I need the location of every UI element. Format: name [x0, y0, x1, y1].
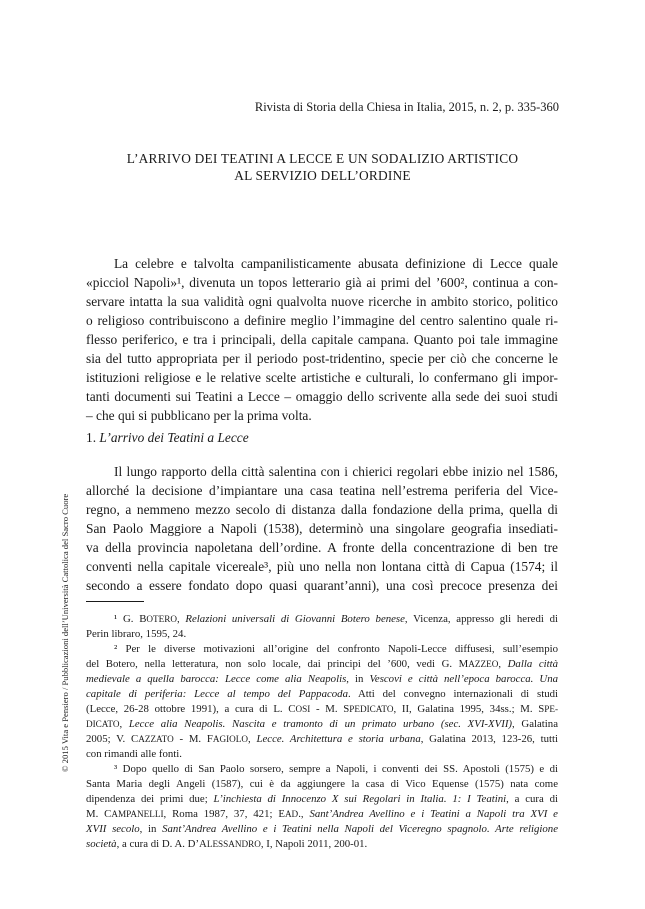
text-line: va della provincia napoletana dell’ordine. A fronte della concentrazione di ben tre	[86, 540, 558, 555]
footnote-2-line: ² Per le diverse motivazioni all’origine del confronto Napoli-Lecce diffusesi, sull’esempio	[114, 643, 558, 655]
text-line: allorché la decisione d’impiantare una casa teatina nell’estrema periferia del Vice-	[86, 483, 558, 498]
footnote-2-line: (Lecce, 26-28 ottobre 1991), a cura di L. COSI - M. SPEDICATO, II, Galatina 1995, 34ss.; M. SPE-	[86, 703, 559, 715]
text-line: secondo a essere fondato dopo quasi quarant’anni), una così precoce presenza dei	[86, 578, 558, 593]
footnote-1-line: Perin libraro, 1595, 24.	[86, 628, 187, 640]
section-paragraph	[86, 462, 558, 595]
footnote-3-line: ³ Dopo quello di San Paolo sorsero, sempre a Napoli, i conventi dei SS. Apostoli (1575) e di	[114, 763, 558, 775]
section-number: 1.	[86, 430, 97, 445]
text-line: La celebre e talvolta campanilisticamente abusata definizione di Lecce quale	[114, 256, 558, 271]
footnotes	[86, 612, 558, 852]
text-line: tanti documenti sui Teatini a Lecce – omaggio dello scrivente alla sede dei suoi studi	[86, 389, 558, 404]
section-title: L’arrivo dei Teatini a Lecce	[99, 430, 249, 445]
text-line: flesso periferico, e tra i principali, della capitale campana. Quanto poi tale immagine	[86, 332, 558, 347]
text-line: sia del tutto appropriata per il periodo post-tridentino, specie per ciò che concerne le	[86, 351, 558, 366]
text-line: San Paolo Maggiore a Napoli (1538), determinò una singolare geografia insediati-	[86, 521, 558, 536]
section-heading	[86, 430, 249, 446]
footnote-1-line: ¹ G. BOTERO, Relazioni universali di Giovanni Botero benese, Vicenza, appresso gli heredi di	[114, 613, 558, 625]
footnote-2-line: capitale di periferia: Lecce al tempo del Pappacoda. Atti del convegno internazionali di studi	[86, 688, 558, 700]
footnote-3-line: M. CAMPANELLI, Roma 1987, 37, 421; EAD., Sant’Andrea Avellino e i Teatini a Napoli tra XVI e	[86, 808, 558, 820]
text-line: istituzioni religiose e le relative scelte artistiche e culturali, lo confermano gli impor-	[86, 370, 558, 385]
journal-citation: Rivista di Storia della Chiesa in Italia, 2015, n. 2, p. 335-360	[254, 100, 559, 114]
footnote-2-line: con rimandi alle fonti.	[86, 748, 182, 760]
footnote-2-line: del Botero, nella letteratura, non solo locale, dai principi del ’600, vedi G. MAZZEO, Dalla città	[86, 658, 559, 670]
footnote-2-line: medievale a quella barocca: Lecce come alia Neapolis, in Vescovi e città nell’epoca barocca. Una	[86, 673, 558, 685]
footnote-2-line: DICATO, Lecce alia Neapolis. Nascita e tramonto di un primato urbano (sec. XVI-XVII), Galatina	[86, 718, 558, 730]
copyright-sidebar: © 2015 Vita e Pensiero / Pubblicazioni dell’Università Cattolica del Sacro Cuore	[60, 493, 70, 772]
footnote-divider	[86, 601, 144, 602]
text-line: «picciol Napoli»¹, divenuta un topos letterario già ai primi del ’600², continua a con-	[86, 275, 558, 290]
text-line: o religioso contribuiscono a definire meglio l’immagine del centro salentino quale ri-	[86, 313, 558, 328]
text-line: Il lungo rapporto della città salentina con i chierici regolari ebbe inizio nel 1586,	[114, 464, 558, 479]
footnote-2-line: 2005; V. CAZZATO - M. FAGIOLO, Lecce. Architettura e storia urbana, Galatina 2013, 123-26, tutti	[86, 733, 558, 745]
text-line: – che qui si pubblicano per la prima volta.	[86, 408, 312, 423]
footnote-3-line: Santa Maria degli Angeli (1587), cui è da aggiungere la casa di Vico Equense (1575) nata come	[86, 778, 558, 790]
title-line-1: L’ARRIVO DEI TEATINI A LECCE E UN SODALIZIO ARTISTICO	[126, 151, 519, 166]
footnote-3-line: dipendenza dei primi due; L’inchiesta di Innocenzo X sui Regolari in Italia. 1: I Teatini, a cura di	[86, 793, 558, 805]
text-line: servare intatta la sua validità ogni qualvolta nuove ricerche in ambito storico, politico	[86, 294, 558, 309]
intro-paragraph	[86, 254, 558, 425]
title-line-2: AL SERVIZIO DELL’ORDINE	[234, 168, 411, 183]
text-line: conventi nella capitale vicereale³, più uno nella non lontana città di Capua (1574; il	[86, 559, 558, 574]
text-line: regno, a nemmeno mezzo secolo di distanza dalla fondazione della prima, quella di	[86, 502, 558, 517]
footnote-3-line: XVII secolo, in Sant’Andrea Avellino e i Teatini nella Napoli del Viceregno spagnolo. Arte religione	[86, 823, 558, 835]
article-title	[0, 150, 645, 184]
footnote-3-line: società, a cura di D. A. D’ALESSANDRO, I, Napoli 2011, 200-01.	[86, 838, 368, 850]
